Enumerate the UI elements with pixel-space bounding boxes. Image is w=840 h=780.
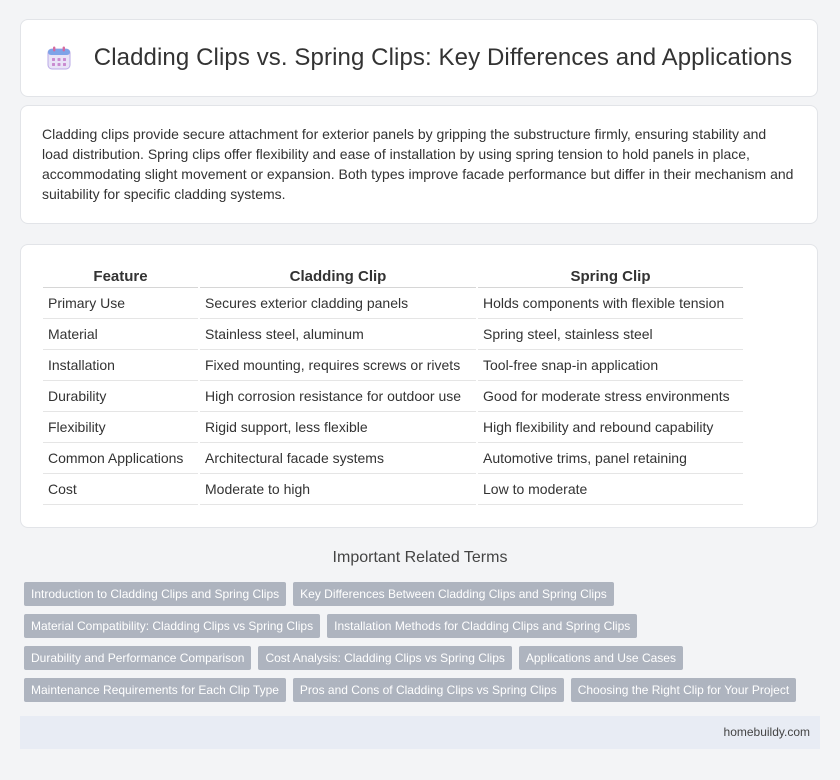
table-cell: Good for moderate stress environments [478, 381, 743, 412]
comparison-table [41, 264, 745, 505]
table-header-row [43, 264, 743, 288]
calendar-icon [46, 45, 72, 71]
related-term-link[interactable]: Cost Analysis: Cladding Clips vs Spring Clips [258, 646, 511, 670]
related-term-link[interactable]: Pros and Cons of Cladding Clips vs Spring Clips [293, 678, 564, 702]
table-cell: Flexibility [43, 412, 198, 443]
related-term-link[interactable]: Applications and Use Cases [519, 646, 683, 670]
intro-text: Cladding clips provide secure attachment for exterior panels by gripping the substructure firmly, ensuring stability and load distribution. Spring clips offer flexibility and ease of installation by using spring tension to hold panels in place, accommodating slight movement or expansion. Both types improve facade performance but differ in their mechanism and suitability for specific cladding systems. [42, 126, 794, 202]
table-cell: Primary Use [43, 288, 198, 319]
table-cell: High corrosion resistance for outdoor use [200, 381, 476, 412]
related-term-link[interactable]: Key Differences Between Cladding Clips and Spring Clips [293, 582, 614, 606]
table-cell: Rigid support, less flexible [200, 412, 476, 443]
tag-row [24, 582, 824, 606]
header-spring-clip: Spring Clip [478, 264, 743, 288]
table-cell: Architectural facade systems [200, 443, 476, 474]
page-title: Cladding Clips vs. Spring Clips: Key Differences and Applications [93, 44, 793, 71]
tag-row [24, 614, 824, 638]
related-term-link[interactable]: Material Compatibility: Cladding Clips vs Spring Clips [24, 614, 320, 638]
intro-card [20, 105, 818, 224]
table-cell: Installation [43, 350, 198, 381]
header-card [20, 19, 818, 97]
table-cell: Stainless steel, aluminum [200, 319, 476, 350]
footer [20, 716, 820, 749]
tag-row [24, 646, 824, 670]
table-cell: Common Applications [43, 443, 198, 474]
table-cell: Spring steel, stainless steel [478, 319, 743, 350]
table-row [43, 443, 743, 474]
table-cell: Cost [43, 474, 198, 505]
footer-site-link[interactable]: homebuildy.com [723, 725, 810, 739]
table-cell: Secures exterior cladding panels [200, 288, 476, 319]
table-cell: Fixed mounting, requires screws or rivets [200, 350, 476, 381]
table-cell: Holds components with flexible tension [478, 288, 743, 319]
header-cladding-clip: Cladding Clip [200, 264, 476, 288]
table-row [43, 412, 743, 443]
table-row [43, 350, 743, 381]
related-term-link[interactable]: Installation Methods for Cladding Clips and Spring Clips [327, 614, 637, 638]
table-cell: Durability [43, 381, 198, 412]
table-row [43, 474, 743, 505]
related-terms-title: Important Related Terms [332, 549, 508, 566]
table-row [43, 319, 743, 350]
table-row [43, 381, 743, 412]
table-cell: Automotive trims, panel retaining [478, 443, 743, 474]
table-cell: Tool-free snap-in application [478, 350, 743, 381]
table-cell: High flexibility and rebound capability [478, 412, 743, 443]
comparison-table-card [20, 244, 818, 528]
related-term-link[interactable]: Choosing the Right Clip for Your Project [571, 678, 796, 702]
table-cell: Low to moderate [478, 474, 743, 505]
header-feature: Feature [43, 264, 198, 288]
related-term-link[interactable]: Introduction to Cladding Clips and Spring Clips [24, 582, 286, 606]
table-row [43, 288, 743, 319]
related-term-link[interactable]: Maintenance Requirements for Each Clip Type [24, 678, 286, 702]
related-terms-tags [24, 582, 824, 710]
related-term-link[interactable]: Durability and Performance Comparison [24, 646, 251, 670]
tag-row [24, 678, 824, 702]
table-cell: Material [43, 319, 198, 350]
table-cell: Moderate to high [200, 474, 476, 505]
